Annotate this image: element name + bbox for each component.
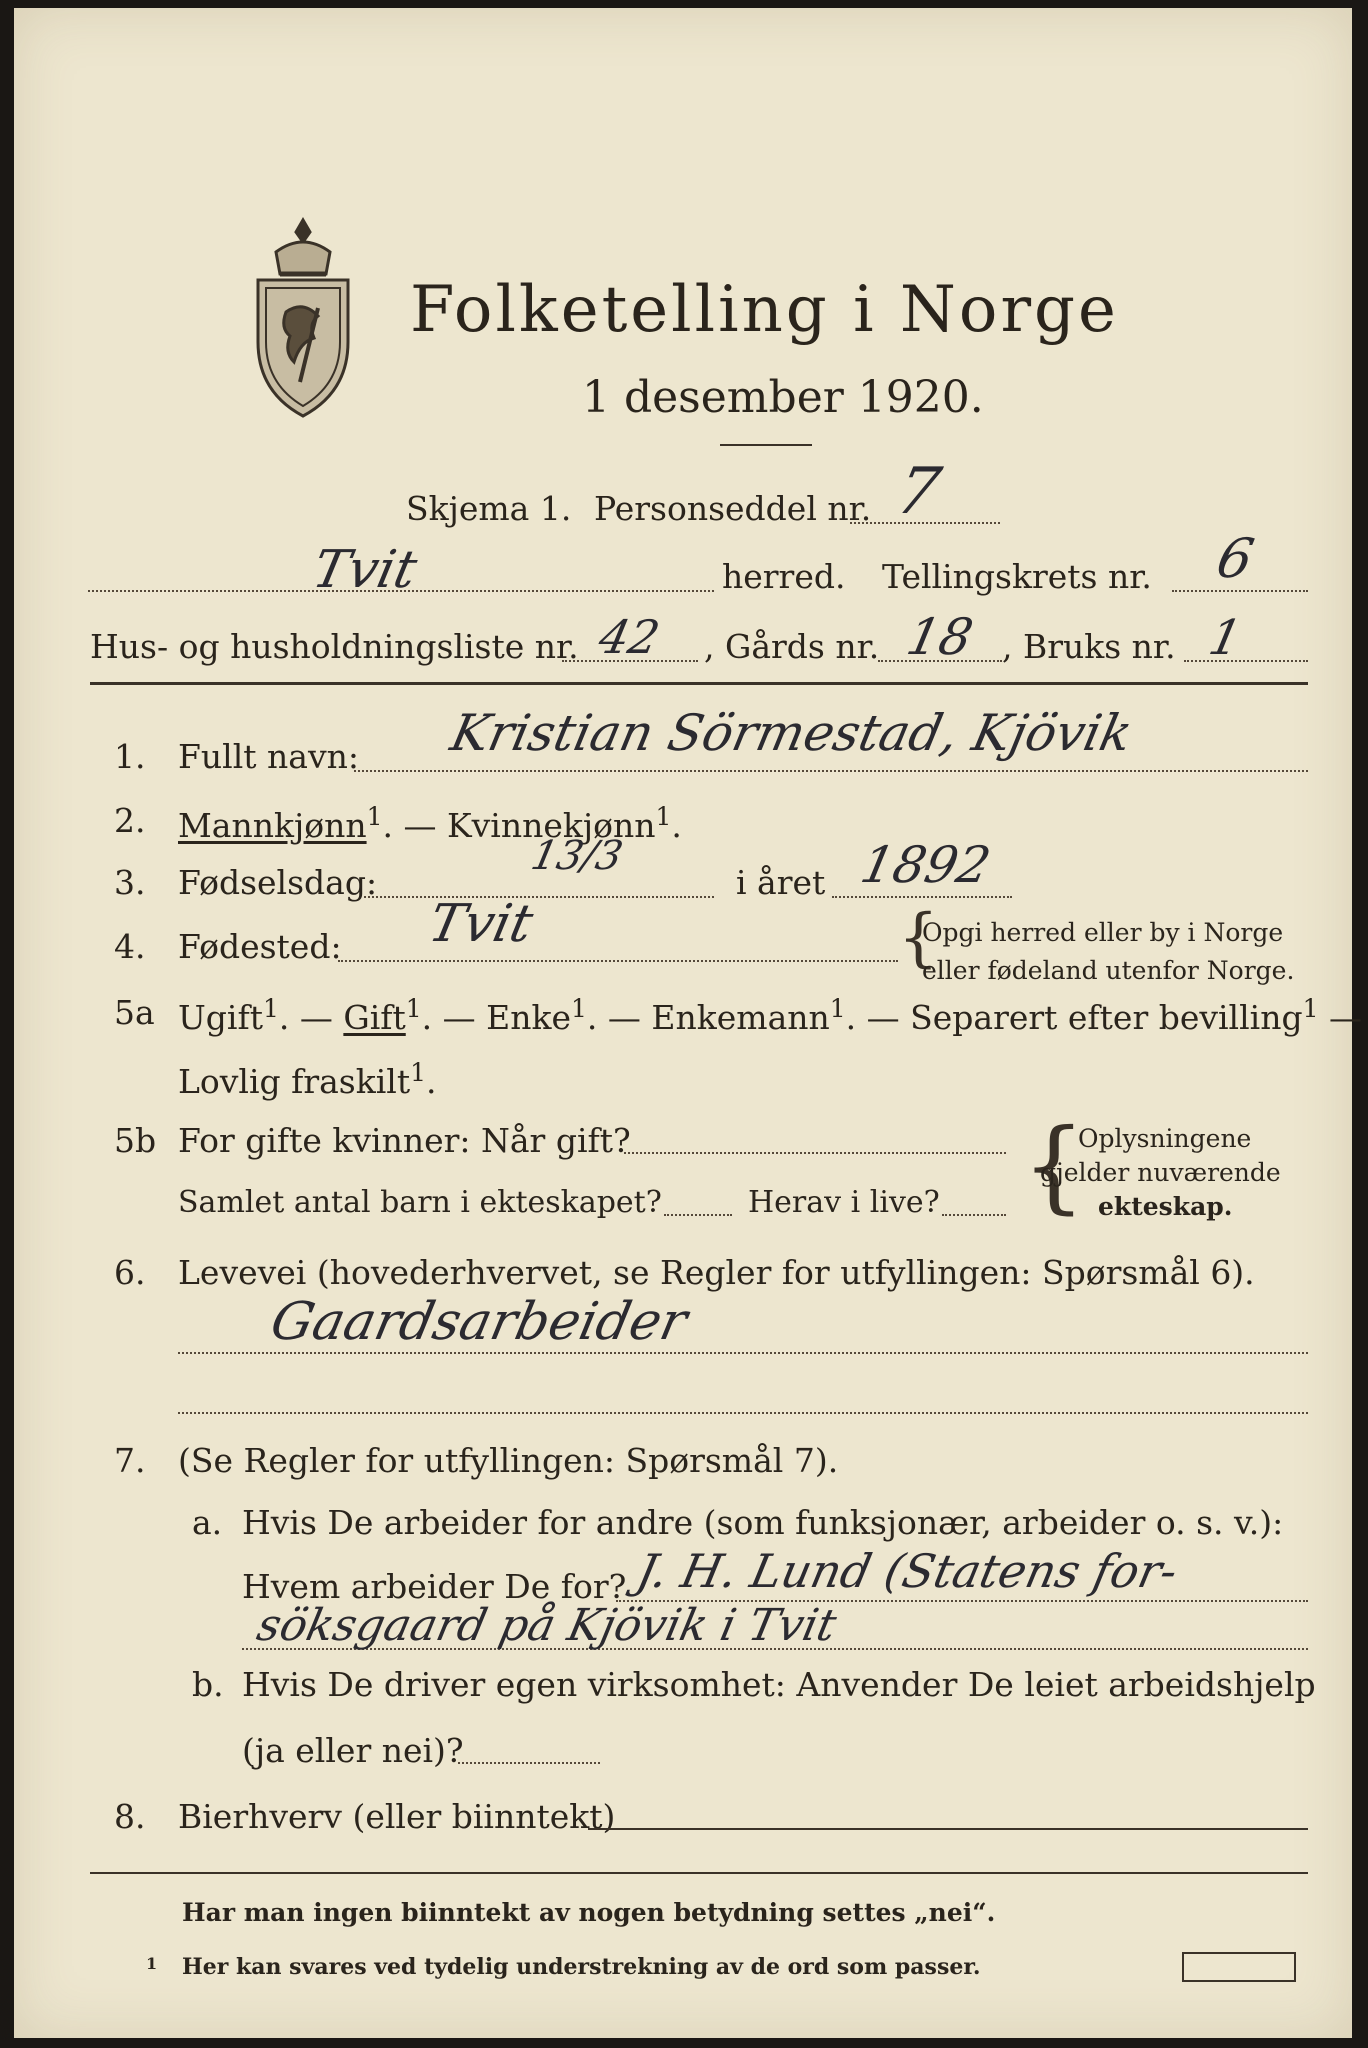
children-alive-line[interactable] [942,1214,1006,1216]
q7-number: 7. [114,1441,146,1480]
footnote-mark: 1 [146,1954,158,1973]
q4-label: Fødested: [178,927,342,966]
marital-options-line2: Lovlig fraskilt$^1$. [178,1058,437,1101]
occupation-line1[interactable] [178,1352,1308,1354]
footnote-text: Her kan svares ved tydelig understrekning av de ord som passer. [182,1954,981,1980]
option-kvinnekjonn[interactable]: Kvinnekjønn [446,806,656,845]
herred-label: herred. [722,557,846,596]
option-separert[interactable]: Separert efter bevilling [910,998,1303,1037]
printer-stamp [1182,1952,1296,1982]
employer-value-line1[interactable]: J. H. Lund (Statens for- [632,1544,1183,1598]
option-gift[interactable]: Gift [343,998,406,1037]
q5b-number: 5b [114,1121,157,1160]
option-enkemann[interactable]: Enkemann [651,998,830,1037]
hus-label: Hus- og husholdningsliste nr. [90,627,579,666]
birthday-value[interactable]: 13/3 [527,833,627,879]
year-label: i året [736,863,826,902]
gards-value[interactable]: 18 [901,608,978,666]
q1-label: Fullt navn: [178,737,359,776]
tellingskrets-line[interactable] [1172,590,1308,592]
birthplace-value[interactable]: Tvit [423,894,538,954]
census-form [14,8,1363,2038]
personseddel-value[interactable]: 7 [890,455,947,529]
census-date: 1 desember 1920. [582,372,984,423]
q7a-question: Hvem arbeider De for? [242,1567,627,1606]
birthplace-line[interactable] [338,960,898,962]
title-divider [720,444,812,446]
q8-number: 8. [114,1797,146,1836]
option-mannkjonn[interactable]: Mannkjønn [178,806,367,845]
form-title: Folketelling i Norge [410,273,1119,347]
employer-value-line2[interactable]: söksgaard på Kjövik i Tvit [252,1600,841,1651]
q7-label: (Se Regler for utfyllingen: Spørsmål 7). [178,1441,839,1480]
q5b-note-line2: gjelder nuværende [1040,1158,1281,1187]
q4-number: 4. [114,927,146,966]
full-name-value[interactable]: Kristian Sörmestad, Kjövik [445,704,1138,762]
hired-help-line[interactable] [458,1762,600,1764]
tellingskrets-label: Tellingskrets nr. [882,557,1152,596]
q1-line[interactable] [354,770,1308,772]
q5b-note-line3: ekteskap. [1098,1192,1233,1221]
option-ugift[interactable]: Ugift [178,998,263,1037]
norway-coat-of-arms-icon [248,212,358,422]
q5b-label2: Samlet antal barn i ekteskapet? [178,1185,662,1220]
q3-number: 3. [114,863,146,902]
q1-number: 1. [114,737,146,776]
tellingskrets-value[interactable]: 6 [1211,527,1260,590]
q5b-label1: For gifte kvinner: Når gift? [178,1121,631,1160]
q7a-letter: a. [192,1503,223,1542]
marital-options: Ugift$^1$. — Gift$^1$. — Enke$^1$. — Enkemann$^1$. — Separert efter bevilling$^1$ — [178,994,1363,1037]
sex-options: Mannkjønn$^1$. — Kvinnekjønn$^1$. [178,802,682,845]
q4-note-brace: { [898,901,939,975]
occupation-value[interactable]: Gaardsarbeider [265,1292,693,1352]
q3-label: Fødselsdag: [178,863,378,902]
children-total-line[interactable] [664,1214,732,1216]
skjema-label: Skjema 1. [406,489,572,528]
q5b-label3: Herav i live? [748,1185,940,1220]
q5b-note-line1: Oplysningene [1078,1124,1252,1153]
footer-rule [90,1872,1308,1874]
q6-number: 6. [114,1253,146,1292]
herred-value[interactable]: Tvit [307,540,422,600]
q7b-text: Hvis De driver egen virksomhet: Anvender De leiet arbeidshjelp [242,1665,1316,1704]
bruks-line[interactable] [1184,660,1308,662]
q7a-text: Hvis De arbeider for andre (som funksjonær, arbeider o. s. v.): [242,1503,1284,1542]
year-line[interactable] [832,896,1012,898]
side-income-line[interactable] [588,1828,1308,1830]
bruks-label: , Bruks nr. [1002,627,1176,666]
footer-note: Har man ingen biinntekt av nogen betydning settes „nei“. [182,1898,996,1927]
birth-year-value[interactable]: 1892 [855,836,996,894]
q2-number: 2. [114,801,146,840]
gards-label: , Gårds nr. [704,627,880,666]
occupation-line2[interactable] [178,1412,1308,1414]
q4-note-line2: eller fødeland utenfor Norge. [922,956,1295,985]
birthday-line[interactable] [364,896,714,898]
q7b-letter: b. [192,1665,224,1704]
q7b-question: (ja eller nei)? [242,1731,464,1770]
q4-note-line1: Opgi herred eller by i Norge [922,918,1284,947]
married-when-line[interactable] [624,1152,1006,1154]
q5b-note-brace: { [1022,1107,1086,1224]
bruks-value[interactable]: 1 [1204,610,1247,666]
personseddel-label: Personseddel nr. [594,489,872,528]
q6-label: Levevei (hovederhvervet, se Regler for utfyllingen: Spørsmål 6). [178,1253,1255,1292]
option-lovlig-fraskilt[interactable]: Lovlig fraskilt [178,1062,411,1101]
q8-label: Bierhverv (eller biinntekt) [178,1797,616,1836]
hus-value[interactable]: 42 [594,610,665,664]
option-enke[interactable]: Enke [486,998,572,1037]
q5a-number: 5a [114,993,155,1032]
header-rule [90,682,1308,685]
